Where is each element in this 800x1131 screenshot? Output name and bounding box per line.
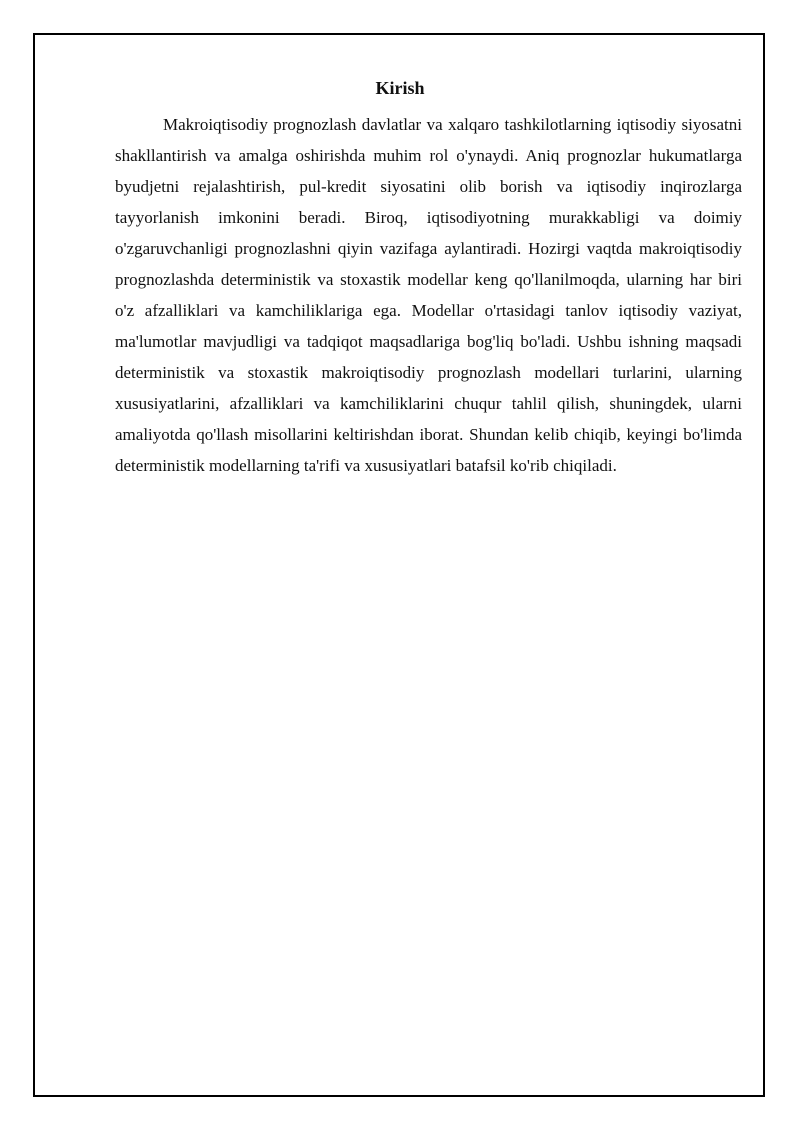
body-paragraph: Makroiqtisodiy prognozlash davlatlar va xalqaro tashkilotlarning iqtisodiy siyosatni shakllantirish va amalga oshirishda muhim rol o'ynaydi. Aniq prognozlar hukumatlarga byudjetni rejalashtirish, pul-kredit siyosatini olib borish va iqtisodiy inqirozlarga tayyorlanish imkonini beradi. Biroq, iqtisodiyotning murakkabligi va doimiy o'zgaruvchanligi prognozlashni qiyin vazifaga aylantiradi. Hozirgi vaqtda makroiqtisodiy prognozlashda deterministik va stoxastik modellar keng qo'llanilmoqda, ularning har biri o'z afzalliklari va kamchiliklariga ega. Modellar o'rtasidagi tanlov iqtisodiy vaziyat, ma'lumotlar mavjudligi va tadqiqot maqsadlariga bog'liq bo'ladi. Ushbu ishning maqsadi deterministik va stoxastik makroiqtisodiy prognozlash modellari turlarini, ularning xususiyatlarini, afzalliklari va kamchiliklarini chuqur tahlil qilish, shuningdek, ularni amaliyotda qo'llash misollarini keltirishdan iborat. Shundan kelib chiqib, keyingi bo'limda deterministik modellarning ta'rifi va xususiyatlari batafsil ko'rib chiqiladi. (115, 115, 742, 475)
section-heading: Kirish (375, 78, 425, 98)
